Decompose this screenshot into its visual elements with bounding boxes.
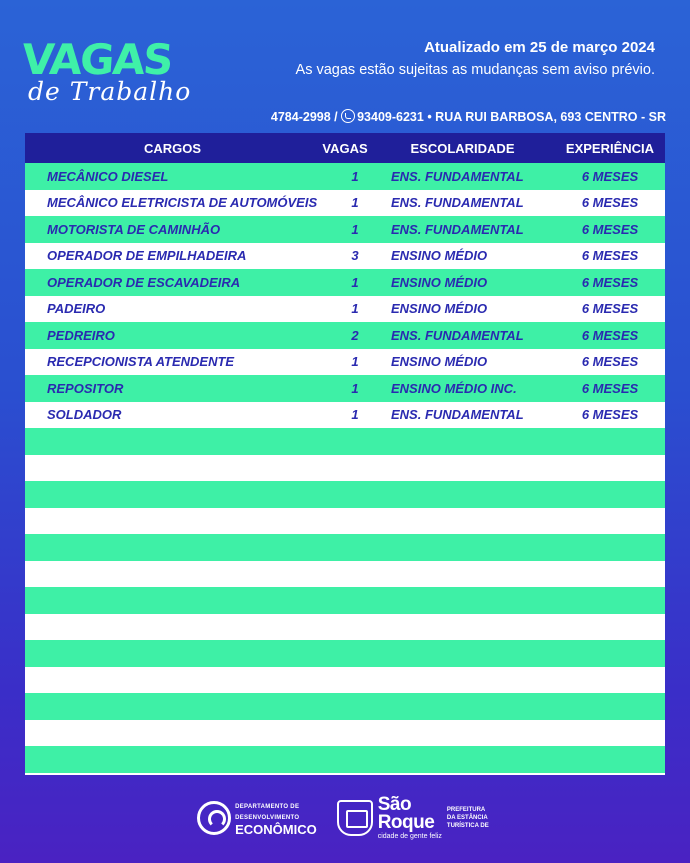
cell-vagas: 1 bbox=[351, 301, 359, 317]
cell-experiencia: 6 MESES bbox=[581, 168, 639, 184]
cell-experiencia: 6 MESES bbox=[581, 248, 639, 264]
empty-table-row bbox=[25, 746, 665, 773]
cell-experiencia: 6 MESES bbox=[581, 221, 639, 237]
table-row bbox=[25, 243, 665, 270]
cell-cargo: RECEPCIONISTA ATENDENTE bbox=[47, 354, 235, 370]
cell-vagas: 1 bbox=[351, 274, 359, 290]
cell-vagas: 1 bbox=[351, 380, 359, 396]
city-prefix: PREFEITURA DA ESTÂNCIA TURÍSTICA DE bbox=[446, 807, 489, 829]
cell-vagas: 1 bbox=[351, 168, 359, 184]
table-row bbox=[25, 375, 665, 402]
department-label: DEPARTAMENTO DE DESENVOLVIMENTO bbox=[235, 803, 300, 821]
cell-escolaridade: ENSINO MÉDIO bbox=[391, 248, 488, 264]
cell-experiencia: 6 MESES bbox=[581, 195, 639, 211]
empty-table-row bbox=[25, 640, 665, 667]
whatsapp-number: 93409-6231 bbox=[357, 110, 424, 124]
city-tagline: cidade de gente feliz bbox=[377, 832, 442, 840]
empty-table-row bbox=[25, 587, 665, 614]
cell-experiencia: 6 MESES bbox=[581, 327, 639, 343]
city-crest-icon bbox=[337, 800, 373, 836]
table-row bbox=[25, 296, 665, 323]
table-row bbox=[25, 216, 665, 243]
department-logo bbox=[197, 801, 317, 835]
cell-vagas: 3 bbox=[351, 248, 359, 264]
jobs-table bbox=[25, 133, 665, 775]
header-escolaridade: ESCOLARIDADE bbox=[410, 140, 515, 156]
cell-vagas: 1 bbox=[351, 354, 359, 370]
table-row bbox=[25, 402, 665, 429]
header-vagas: VAGAS bbox=[322, 140, 368, 156]
cell-experiencia: 6 MESES bbox=[581, 380, 639, 396]
empty-table-row bbox=[25, 561, 665, 588]
empty-table-row bbox=[25, 693, 665, 720]
cell-cargo: PADEIRO bbox=[47, 301, 106, 317]
empty-table-row bbox=[25, 667, 665, 694]
city-name-1: São bbox=[377, 793, 412, 815]
cell-cargo: PEDREIRO bbox=[47, 327, 115, 343]
header-experiencia: EXPERIÊNCIA bbox=[565, 140, 655, 156]
cell-escolaridade: ENSINO MÉDIO bbox=[391, 354, 488, 370]
logo-subtitle: de Trabalho bbox=[28, 77, 192, 106]
table-header bbox=[25, 133, 665, 163]
empty-table-row bbox=[25, 720, 665, 747]
cell-cargo: MECÂNICO DIESEL bbox=[47, 168, 169, 184]
header-cargos: CARGOS bbox=[143, 140, 202, 156]
notice-text: As vagas estão sujeitas as mudanças sem aviso prévio. bbox=[295, 62, 655, 78]
cell-vagas: 1 bbox=[351, 407, 359, 423]
cell-experiencia: 6 MESES bbox=[581, 274, 639, 290]
cell-escolaridade: ENS. FUNDAMENTAL bbox=[391, 407, 524, 423]
cell-cargo: OPERADOR DE ESCAVADEIRA bbox=[47, 274, 241, 290]
table-row bbox=[25, 163, 665, 190]
cell-cargo: MOTORISTA DE CAMINHÃO bbox=[47, 221, 221, 237]
city-logo bbox=[337, 793, 493, 841]
cell-experiencia: 6 MESES bbox=[581, 301, 639, 317]
cell-cargo: MECÂNICO ELETRICISTA DE AUTOMÓVEIS bbox=[47, 195, 318, 211]
logo-title: VAGAS bbox=[20, 35, 174, 84]
cell-escolaridade: ENSINO MÉDIO INC. bbox=[391, 380, 517, 396]
cell-vagas: 1 bbox=[351, 195, 359, 211]
cell-escolaridade: ENSINO MÉDIO bbox=[391, 274, 488, 290]
phone-number: 4784-2998 / bbox=[270, 110, 338, 124]
cell-escolaridade: ENSINO MÉDIO bbox=[391, 301, 488, 317]
table-row bbox=[25, 322, 665, 349]
empty-table-row bbox=[25, 614, 665, 641]
cell-escolaridade: ENS. FUNDAMENTAL bbox=[391, 221, 524, 237]
table-body bbox=[25, 163, 665, 773]
footer-logos bbox=[0, 793, 690, 843]
cell-vagas: 1 bbox=[351, 221, 359, 237]
vagas-logo bbox=[20, 35, 192, 108]
table-row bbox=[25, 349, 665, 376]
empty-table-row bbox=[25, 508, 665, 535]
empty-table-row bbox=[25, 481, 665, 508]
contact-line bbox=[271, 108, 666, 126]
department-logo-icon bbox=[197, 801, 231, 835]
cell-cargo: REPOSITOR bbox=[47, 380, 124, 396]
cell-experiencia: 6 MESES bbox=[581, 407, 639, 423]
cell-escolaridade: ENS. FUNDAMENTAL bbox=[391, 168, 524, 184]
empty-table-row bbox=[25, 428, 665, 455]
empty-table-row bbox=[25, 455, 665, 482]
table-row bbox=[25, 269, 665, 296]
table-row bbox=[25, 190, 665, 217]
cell-cargo: OPERADOR DE EMPILHADEIRA bbox=[47, 248, 247, 264]
cell-cargo: SOLDADOR bbox=[47, 407, 122, 423]
city-name-2: Roque bbox=[377, 811, 435, 833]
empty-table-row bbox=[25, 534, 665, 561]
cell-escolaridade: ENS. FUNDAMENTAL bbox=[391, 195, 524, 211]
whatsapp-icon bbox=[341, 109, 355, 123]
address: • RUA RUI BARBOSA, 693 CENTRO - SR bbox=[427, 110, 666, 124]
department-name: ECONÔMICO bbox=[235, 821, 317, 837]
cell-experiencia: 6 MESES bbox=[581, 354, 639, 370]
cell-vagas: 2 bbox=[351, 327, 359, 343]
updated-date: Atualizado em 25 de março 2024 bbox=[424, 39, 655, 56]
cell-escolaridade: ENS. FUNDAMENTAL bbox=[391, 327, 524, 343]
